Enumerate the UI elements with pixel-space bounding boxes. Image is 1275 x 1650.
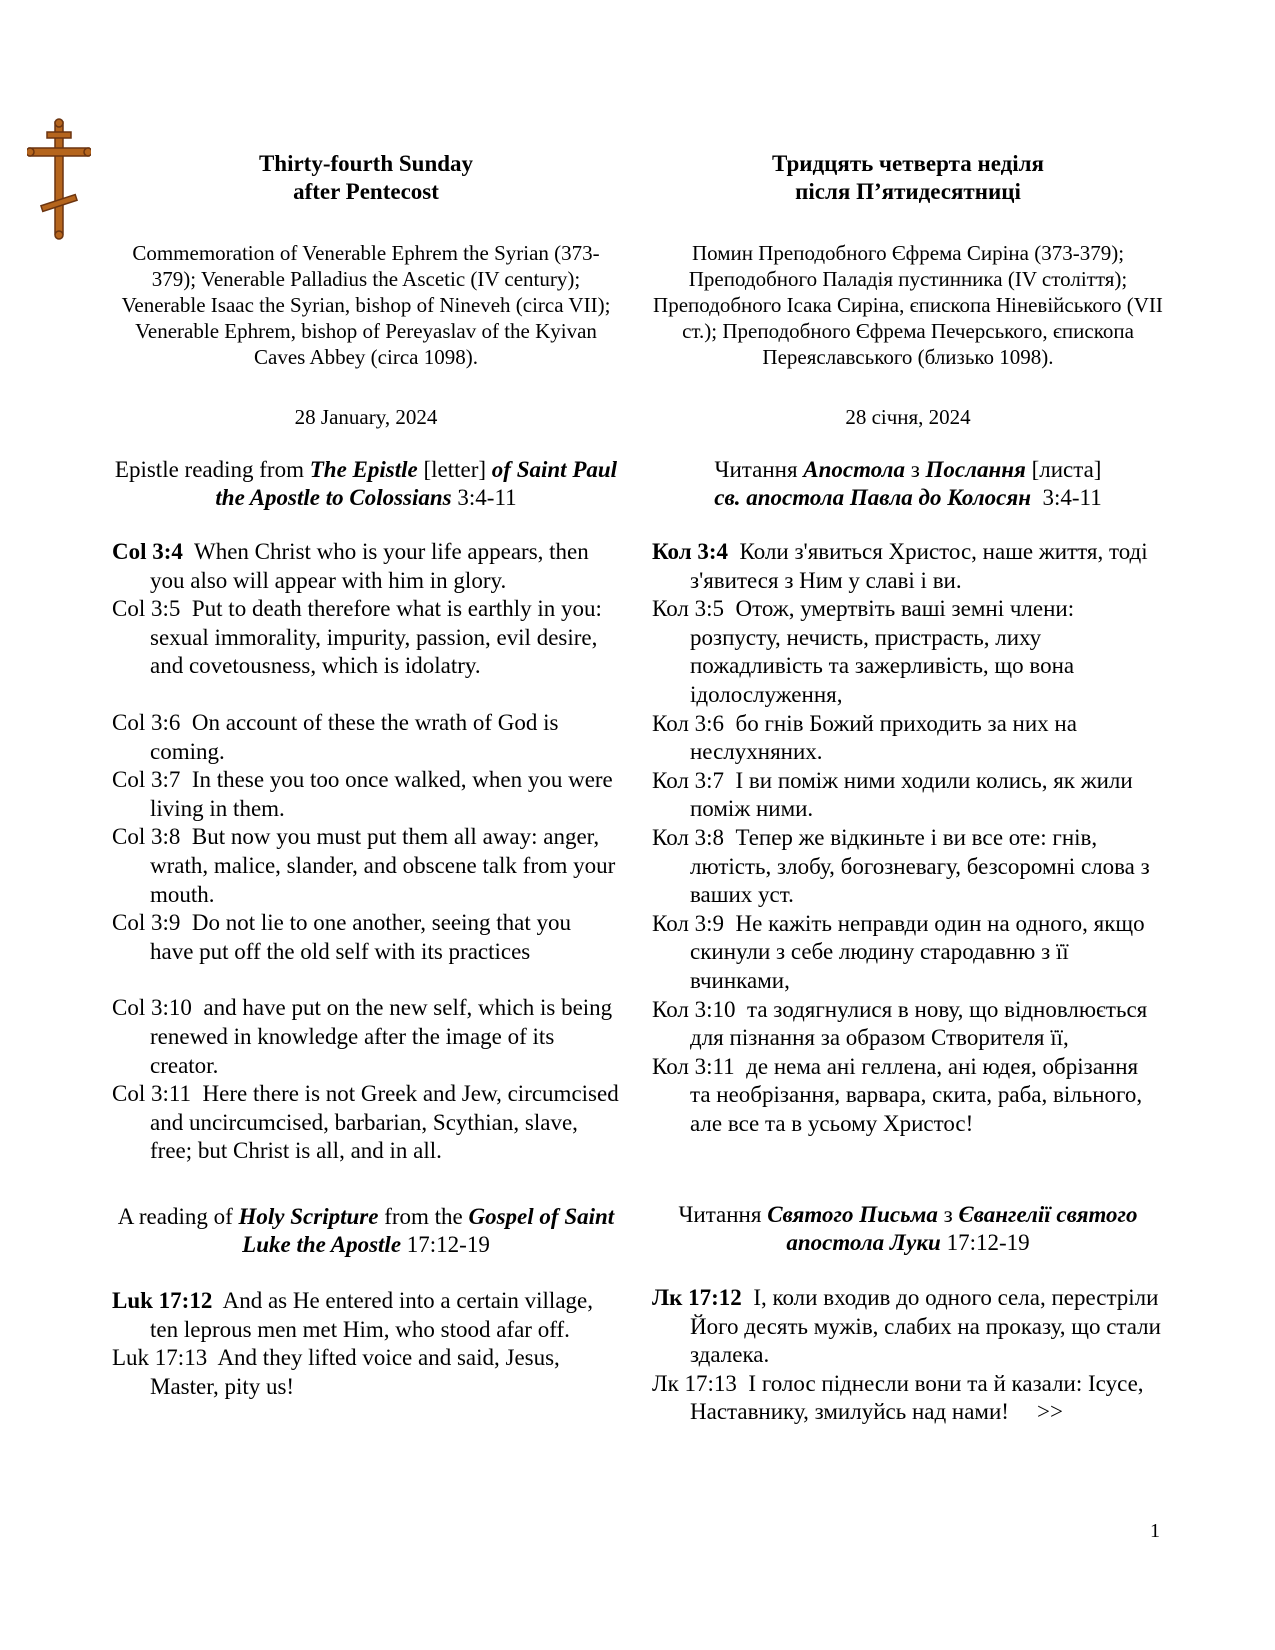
verse-ref: Кол 3:7 [652, 767, 725, 793]
heading-emphasis: св. апостола Павла до Колосян [714, 485, 1031, 510]
heading-text: from the [378, 1204, 469, 1229]
verse-ref: Col 3:4 [112, 539, 183, 564]
heading-text: Читання [714, 457, 804, 482]
heading-emphasis: Gospel of Saint Luke the Apostle [242, 1204, 615, 1257]
verse-text: In these you too once walked, when you were living in them. [150, 767, 613, 821]
verse [112, 595, 620, 681]
heading-emphasis: of Saint Paul the Apostle to Colossians [215, 457, 618, 510]
verse [652, 710, 1164, 767]
verse [652, 1053, 1164, 1139]
heading-text: 17:12-19 [940, 1230, 1030, 1255]
orthodox-cross-icon [27, 118, 91, 242]
verse [112, 1287, 620, 1344]
verse [652, 824, 1164, 910]
ukrainian-column [652, 150, 1164, 1138]
ukrainian-epistle-verses [652, 538, 1164, 1138]
verse-text: де нема ані геллена, ані юдея, обрізання та необрізання, варвара, скита, раба, вільного, але все та в усьому Христос! [690, 1053, 1143, 1136]
english-column [112, 150, 620, 1166]
heading-emphasis: Євангелії святого апостола Луки [786, 1202, 1138, 1255]
heading-emphasis: Послання [925, 457, 1026, 482]
heading-text: Epistle reading from [114, 457, 310, 482]
heading-emphasis: Святого Письма [767, 1202, 938, 1227]
verse-text: But now you must put them all away: anger, wrath, malice, slander, and obscene talk from your mouth. [150, 824, 616, 907]
verse [652, 1284, 1164, 1370]
verse-ref: Кол 3:6 [652, 710, 725, 736]
verse-text: And they lifted voice and said, Jesus, Master, pity us! [150, 1345, 560, 1399]
verse-ref: Кол 3:5 [652, 596, 725, 622]
continued-marker: >> [1036, 1399, 1063, 1425]
verse-ref: Лк 17:13 [652, 1370, 737, 1396]
ukrainian-date: 28 січня, 2024 [845, 405, 971, 429]
verse-ref: Luk 17:13 [112, 1345, 208, 1371]
english-epistle-heading [112, 456, 620, 512]
verse [112, 823, 620, 909]
heading-text: з [937, 1202, 959, 1227]
verse [112, 1080, 620, 1166]
heading-text: 3:4-11 [451, 485, 517, 510]
verse-ref: Col 3:10 [112, 995, 192, 1021]
heading-emphasis: The Epistle [309, 457, 418, 482]
ukrainian-title-line2: після П’ятидесятниці [795, 179, 1021, 204]
verse-text: І, коли входив до одного села, перестріли Його десять мужів, слабих на проказу, що стали здалека. [690, 1285, 1161, 1368]
heading-emphasis: Апостола [803, 457, 905, 482]
verse [652, 538, 1164, 595]
verse-ref: Кол 3:9 [652, 910, 725, 936]
verse-ref: Кол 3:11 [652, 1053, 735, 1079]
english-title-line1: Thirty-fourth Sunday [258, 151, 474, 176]
verse [652, 996, 1164, 1053]
heading-text: [листа] [1025, 457, 1102, 482]
ukrainian-epistle-heading [652, 456, 1164, 512]
verse-text: When Christ who is your life appears, then you also will appear with him in glory. [150, 539, 589, 593]
verse [652, 767, 1164, 824]
verse [112, 709, 620, 766]
verse-text: Тепер же відкиньте і ви все оте: гнів, лютість, злобу, богозневагу, безсоромні слова з ваших уст. [690, 824, 1150, 908]
english-title-line2: after Pentecost [293, 179, 439, 204]
ukrainian-title [652, 150, 1164, 206]
heading-text: [letter] [417, 457, 492, 482]
verse-text: І голос піднесли вони та й казали: Ісусе, Наставнику, змилуйсь над нами! [690, 1370, 1144, 1425]
verse-ref: Лк 17:12 [652, 1285, 742, 1310]
verse-ref: Col 3:9 [112, 910, 181, 936]
english-date: 28 January, 2024 [294, 405, 438, 429]
verse-text: бо гнів Божий приходить за них на неслухняних. [690, 710, 1077, 765]
english-epistle-verses [112, 538, 620, 1166]
heading-emphasis: Holy Scripture [238, 1204, 379, 1229]
verse [112, 994, 620, 1080]
ukrainian-gospel-verses [652, 1284, 1164, 1427]
verse-text: та зодягнулися в нову, що відновлюється для пізнання за образом Створителя її, [690, 996, 1148, 1051]
heading-text: A reading of [117, 1204, 239, 1229]
verse [112, 538, 620, 595]
english-gospel-heading [112, 1203, 620, 1259]
verse [652, 1370, 1164, 1427]
heading-text: з [904, 457, 926, 482]
ukrainian-gospel-heading [652, 1201, 1164, 1257]
heading-text: 17:12-19 [401, 1232, 490, 1257]
verse-ref: Col 3:8 [112, 824, 181, 850]
verse-text: Не кажіть неправди один на одного, якщо скинули з себе людину стародавню з її вчинками, [690, 910, 1145, 993]
verse-text: Do not lie to one another, seeing that you have put off the old self with its practices [150, 910, 572, 964]
verse-text: Here there is not Greek and Jew, circumcised and uncircumcised, barbarian, Scythian, slave, free; but Christ is all, and in all. [150, 1081, 619, 1164]
ukrainian-commemoration: Помин Преподобного Єфрема Сиріна (373-379); Преподобного Паладія пустинника (IV століття); Преподобного Ісака Сиріна, єпископа Ніневійського (VII ст.); Преподобного Єфрема Печерського, єпископа Переяславського (близько 1098). [653, 241, 1163, 369]
verse-text: Отож, умертвіть ваші земні члени: розпусту, нечисть, пристрасть, лиху пожадливість та зажерливість, що вона ідолослуження, [690, 596, 1075, 707]
heading-text: Читання [678, 1202, 768, 1227]
verse-ref: Col 3:7 [112, 767, 181, 793]
verse-ref: Кол 3:4 [652, 539, 729, 564]
verse-text: On account of these the wrath of God is coming. [150, 709, 559, 764]
verse [652, 595, 1164, 709]
verse-text: Коли з'явиться Христос, наше життя, тоді з'явитеся з Ним у славі і ви. [690, 539, 1148, 593]
english-title [112, 150, 620, 206]
verse-text: And as He entered into a certain village, ten leprous men met Him, who stood afar off. [150, 1288, 593, 1342]
verse [652, 910, 1164, 996]
verse-ref: Col 3:5 [112, 596, 181, 622]
verse-ref: Col 3:6 [112, 709, 181, 735]
heading-text: 3:4-11 [1031, 485, 1102, 510]
page-number: 1 [1150, 1520, 1160, 1542]
verse-ref: Luk 17:12 [112, 1288, 213, 1313]
verse [112, 909, 620, 966]
verse-ref: Кол 3:8 [652, 824, 725, 850]
verse-ref: Кол 3:10 [652, 996, 736, 1022]
english-commemoration: Commemoration of Venerable Ephrem the Syrian (373-379); Venerable Palladius the Ascetic (IV century); Venerable Isaac the Syrian, bishop of Nineveh (circa VII); Venerable Ephrem, bishop of Pereyaslav of the Kyivan Caves Abbey (circa 1098). [121, 241, 611, 369]
verse-text: and have put on the new self, which is being renewed in knowledge after the image of its creator. [150, 995, 613, 1078]
verse-ref: Col 3:11 [112, 1081, 192, 1107]
ukrainian-title-line1: Тридцять четверта неділя [771, 151, 1044, 176]
verse [112, 1344, 620, 1401]
verse-text: І ви поміж ними ходили колись, як жили поміж ними. [690, 767, 1133, 822]
verse [112, 766, 620, 823]
english-gospel-verses [112, 1287, 620, 1401]
verse-text: Put to death therefore what is earthly in you: sexual immorality, impurity, passion, evil desire, and covetousness, which is idolatry. [150, 596, 602, 679]
